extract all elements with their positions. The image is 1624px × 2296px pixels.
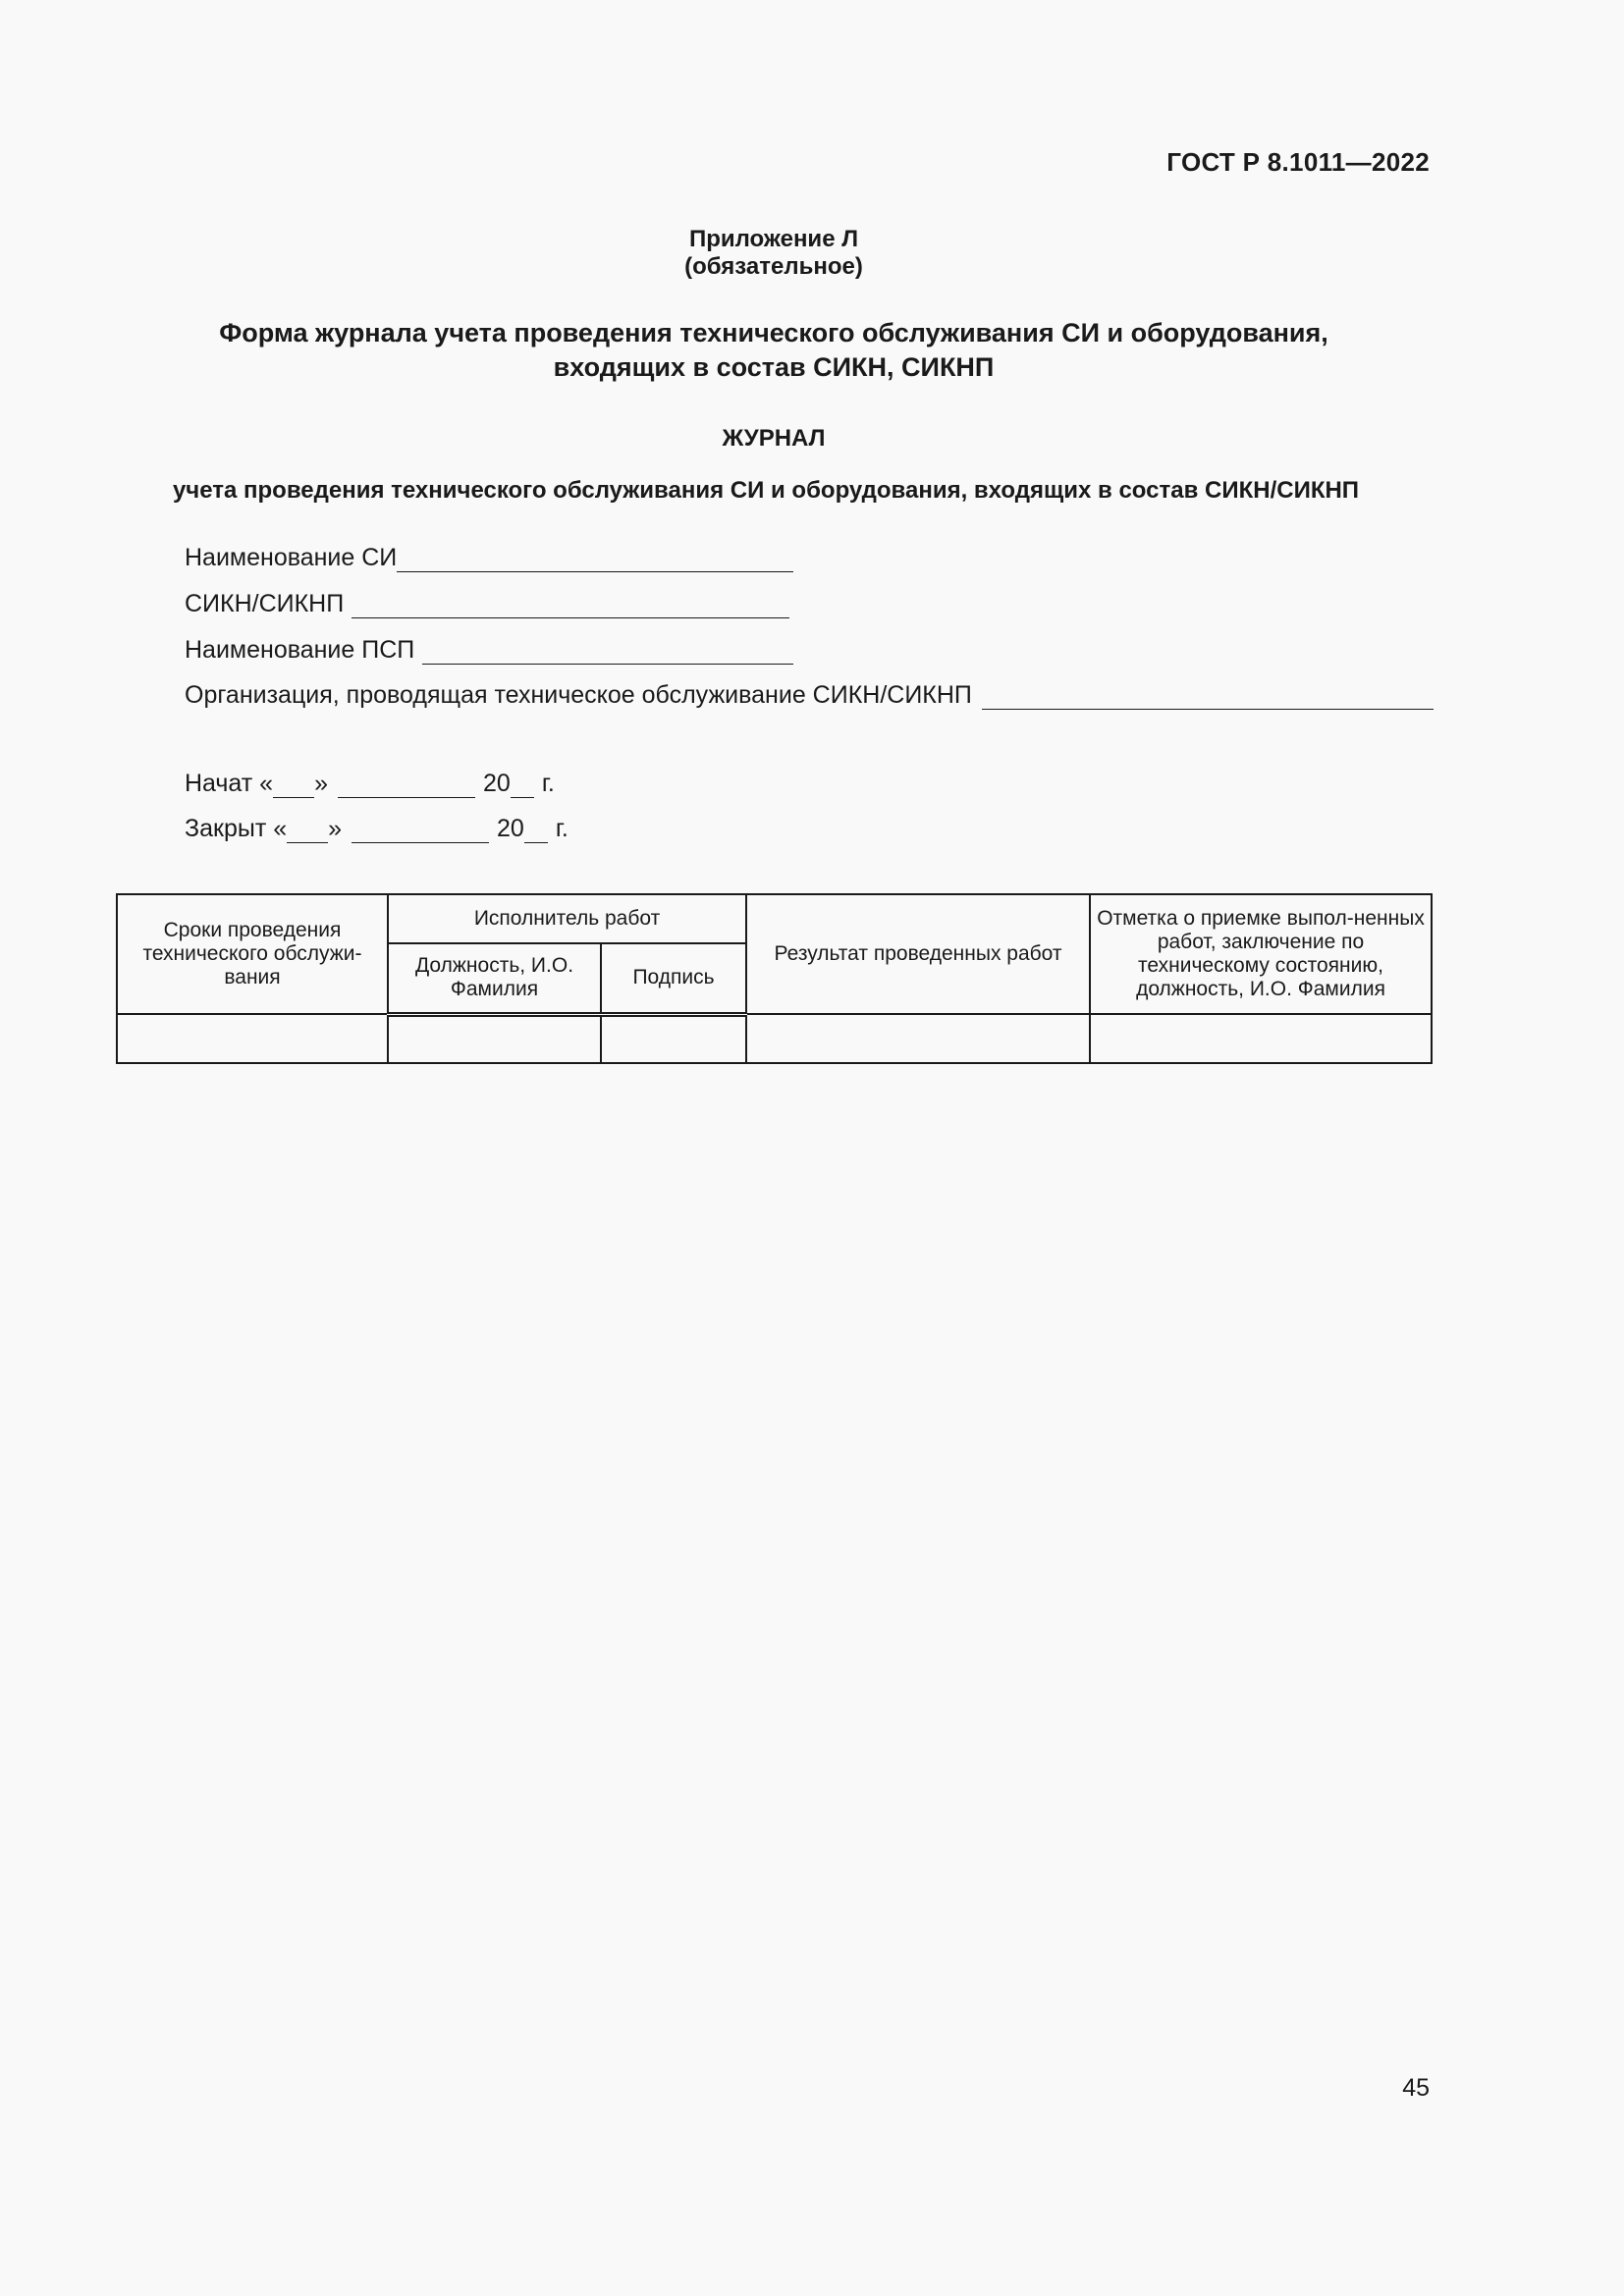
form-title-line-2: входящих в состав СИКН, СИКНП <box>553 352 995 382</box>
header-result: Результат проведенных работ <box>746 894 1090 1014</box>
appendix-label: Приложение Л <box>688 226 859 252</box>
form-title <box>116 316 1432 385</box>
header-position: Должность, И.О. Фамилия <box>388 943 601 1014</box>
table-row <box>117 1014 1432 1063</box>
psp-name-label: Наименование ПСП <box>185 636 415 664</box>
closed-year-prefix: 20 <box>497 815 524 842</box>
started-year-suffix: г. <box>541 770 555 797</box>
started-date-field <box>185 770 555 798</box>
closed-month-blank[interactable] <box>352 819 489 843</box>
started-year-prefix: 20 <box>483 770 511 797</box>
cell-signature[interactable] <box>601 1014 746 1063</box>
started-day-blank[interactable] <box>273 774 314 798</box>
closed-day-blank[interactable] <box>287 819 328 843</box>
closed-year-blank[interactable] <box>524 819 548 843</box>
table-header-row <box>117 894 1432 943</box>
closed-date-field <box>185 815 568 843</box>
journal-title: ЖУРНАЛ <box>722 425 826 452</box>
started-label: Начат « <box>185 770 274 797</box>
header-acceptance: Отметка о приемке выпол-ненных работ, заключение по техническому состоянию, должность, И.О. Фамилия <box>1090 894 1432 1014</box>
organization-field <box>185 681 1434 710</box>
started-month-blank[interactable] <box>338 774 475 798</box>
sikn-field <box>185 590 789 618</box>
closed-label: Закрыт « <box>185 815 288 842</box>
cell-acceptance[interactable] <box>1090 1014 1432 1063</box>
si-name-label: Наименование СИ <box>185 544 398 571</box>
cell-position[interactable] <box>388 1014 601 1063</box>
organization-label: Организация, проводящая техническое обслуживание СИКН/СИКНП <box>185 681 972 709</box>
started-year-blank[interactable] <box>511 774 534 798</box>
form-title-line-1: Форма журнала учета проведения технического обслуживания СИ и оборудования, <box>219 318 1328 347</box>
journal-subtitle: учета проведения технического обслуживания СИ и оборудования, входящих в состав СИКН/СИКНП <box>172 477 1360 504</box>
si-name-field <box>185 544 793 572</box>
header-signature: Подпись <box>601 943 746 1014</box>
cell-terms[interactable] <box>117 1014 388 1063</box>
organization-blank[interactable] <box>982 685 1434 710</box>
sikn-blank[interactable] <box>352 594 789 618</box>
psp-name-field <box>185 636 793 665</box>
si-name-blank[interactable] <box>397 548 793 572</box>
header-terms: Сроки проведения технического обслужи-вания <box>117 894 388 1014</box>
sikn-label: СИКН/СИКНП <box>185 590 345 617</box>
closed-quote-close: » <box>328 815 343 842</box>
journal-table <box>116 893 1433 1064</box>
page-number: 45 <box>1402 2074 1430 2102</box>
standard-code: ГОСТ Р 8.1011—2022 <box>1166 147 1430 177</box>
appendix-heading <box>116 226 1432 281</box>
closed-year-suffix: г. <box>555 815 568 842</box>
started-quote-close: » <box>314 770 328 797</box>
header-executor: Исполнитель работ <box>388 894 746 943</box>
appendix-status: (обязательное) <box>684 253 863 280</box>
cell-result[interactable] <box>746 1014 1090 1063</box>
psp-name-blank[interactable] <box>422 640 793 665</box>
